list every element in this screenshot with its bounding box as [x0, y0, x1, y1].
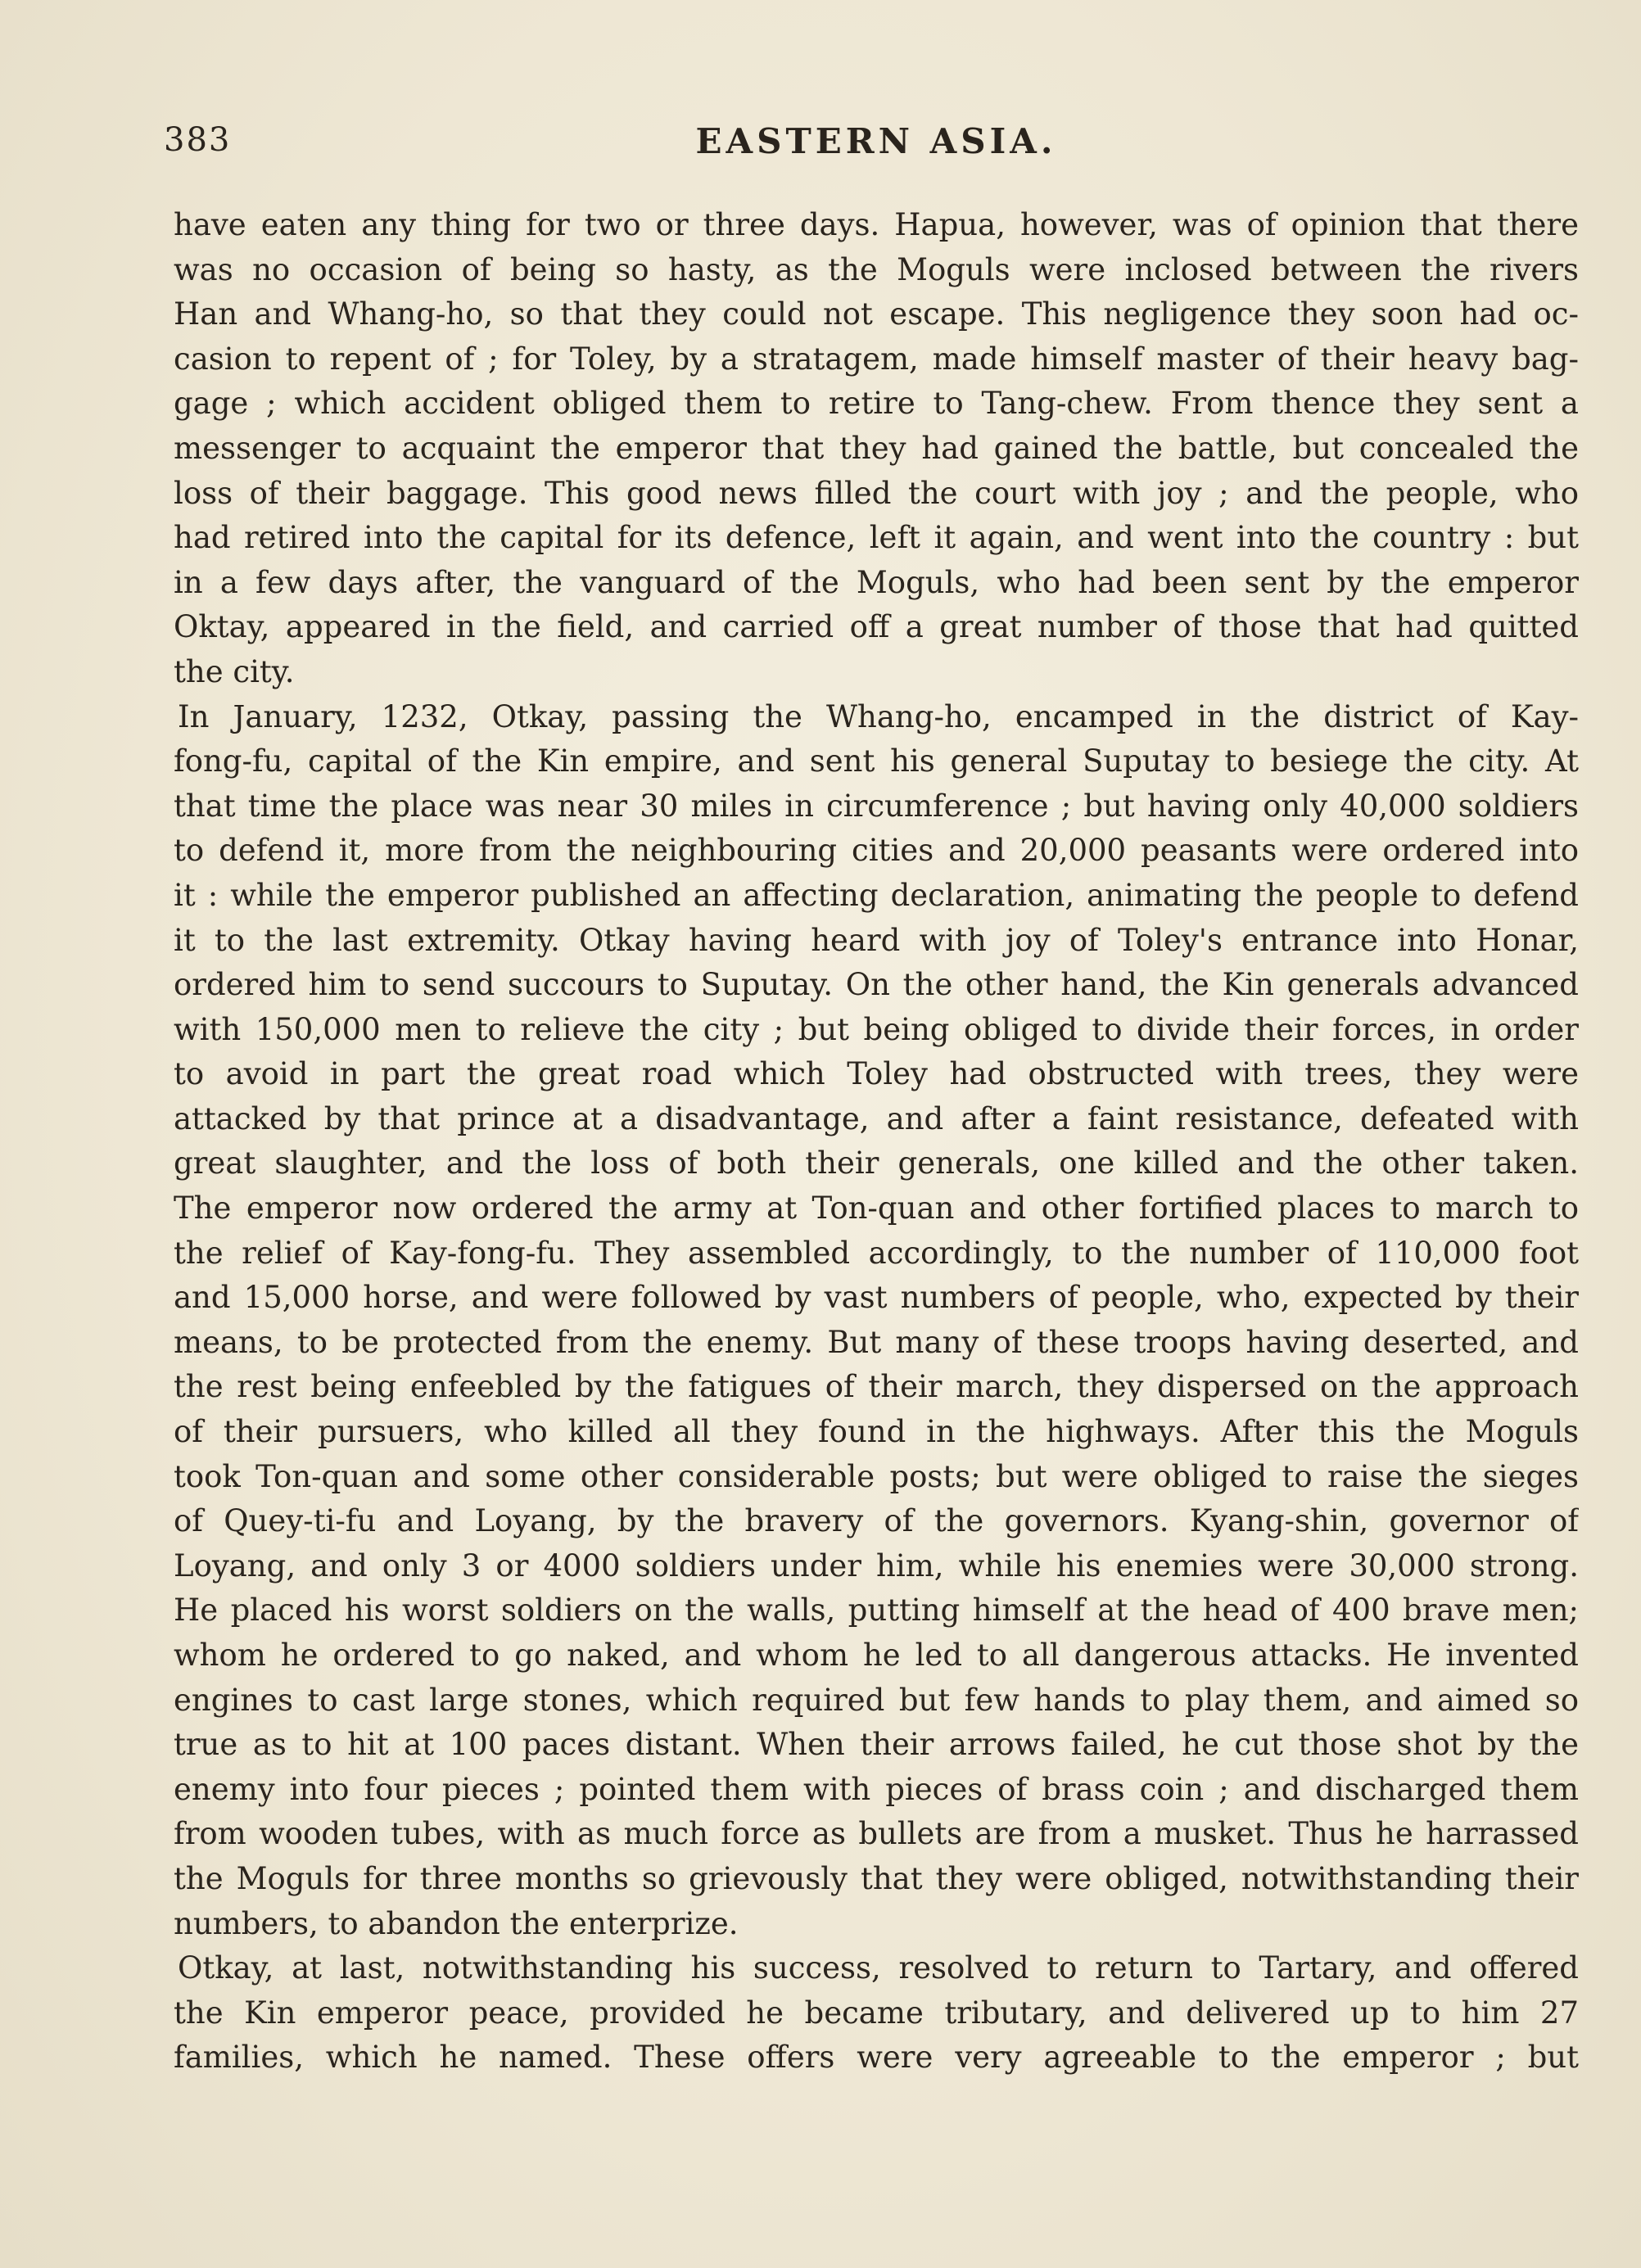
text-line: was no occasion of being so hasty, as the Moguls were inclosed between the rivers: [174, 251, 1579, 287]
text-line: In January, 1232, Otkay, passing the Whang-ho, encamped in the district of Kay-: [178, 698, 1579, 734]
text-line: Oktay, appeared in the field, and carried off a great number of those that had quitted: [174, 609, 1579, 645]
page-title: EASTERN ASIA.: [695, 121, 1057, 161]
text-line: messenger to acquaint the emperor that they had gained the battle, but concealed the: [174, 430, 1579, 466]
text-line: great slaughter, and the loss of both their generals, one killed and the other taken.: [174, 1145, 1579, 1181]
text-line: families, which he named. These offers were very agreeable to the emperor ; but: [174, 2040, 1579, 2076]
text-line: whom he ordered to go naked, and whom he led to all dangerous attacks. He invented: [174, 1638, 1579, 1673]
text-line: it : while the emperor published an affecting declaration, animating the people to defend: [174, 877, 1579, 913]
text-line: fong-fu, capital of the Kin empire, and sent his general Suputay to besiege the city. At: [174, 743, 1579, 779]
text-line: Otkay, at last, notwithstanding his success, resolved to return to Tartary, and offered: [178, 1950, 1579, 1986]
text-line: numbers, to abandon the enterprize.: [174, 1905, 739, 1941]
text-line: and 15,000 horse, and were followed by vast numbers of people, who, expected by their: [174, 1280, 1579, 1316]
paragraph: [174, 1946, 1579, 2081]
running-head: [164, 121, 1589, 170]
text-line: ordered him to send succours to Suputay. On the other hand, the Kin generals advanced: [174, 967, 1579, 1003]
text-line: loss of their baggage. This good news filled the court with joy ; and the people, who: [174, 475, 1579, 511]
text-line: Han and Whang-ho, so that they could not escape. This negligence they soon had oc-: [174, 296, 1579, 332]
text-line: Loyang, and only 3 or 4000 soldiers under him, while his enemies were 30,000 strong.: [174, 1547, 1579, 1584]
text-line: have eaten any thing for two or three days. Hapua, however, was of opinion that there: [174, 207, 1579, 242]
text-line: to defend it, more from the neighbouring cities and 20,000 peasants were ordered into: [174, 833, 1579, 869]
text-line: of their pursuers, who killed all they found in the highways. After this the Moguls: [174, 1414, 1579, 1450]
paragraph: [174, 695, 1579, 1947]
text-line: with 150,000 men to relieve the city ; but being obliged to divide their forces, in order: [174, 1011, 1579, 1047]
text-line: attacked by that prince at a disadvantage, and after a faint resistance, defeated with: [174, 1100, 1579, 1136]
paragraph: [174, 203, 1579, 695]
text-line: means, to be protected from the enemy. But many of these troops having deserted, and: [174, 1324, 1579, 1360]
text-line: the Kin emperor peace, provided he became tributary, and delivered up to him 27: [174, 1995, 1579, 2031]
text-line: casion to repent of ; for Toley, by a stratagem, made himself master of their heavy bag-: [174, 341, 1579, 377]
text-line: engines to cast large stones, which required but few hands to play them, and aimed so: [174, 1682, 1579, 1718]
text-line: gage ; which accident obliged them to retire to Tang-chew. From thence they sent a: [174, 386, 1579, 422]
page-number: 383: [164, 121, 232, 159]
text-line: the Moguls for three months so grievously that they were obliged, notwithstanding their: [174, 1860, 1579, 1896]
text-line: enemy into four pieces ; pointed them with pieces of brass coin ; and discharged them: [174, 1771, 1579, 1807]
text-line: that time the place was near 30 miles in circumference ; but having only 40,000 soldiers: [174, 788, 1579, 824]
body-text: [174, 203, 1579, 2081]
text-line: took Ton-quan and some other considerable posts; but were obliged to raise the sieges: [174, 1458, 1579, 1494]
text-line: had retired into the capital for its defence, left it again, and went into the country : but: [174, 520, 1579, 556]
text-line: to avoid in part the great road which Toley had obstructed with trees, they were: [174, 1056, 1579, 1092]
text-line: it to the last extremity. Otkay having heard with joy of Toley's entrance into Honar,: [174, 922, 1579, 958]
text-line: the relief of Kay-fong-fu. They assembled accordingly, to the number of 110,000 foot: [174, 1235, 1579, 1271]
text-line: the rest being enfeebled by the fatigues of their march, they dispersed on the approach: [174, 1369, 1579, 1405]
text-line: The emperor now ordered the army at Ton-quan and other fortified places to march to: [174, 1190, 1579, 1227]
text-line: true as to hit at 100 paces distant. When their arrows failed, he cut those shot by the: [174, 1727, 1579, 1763]
text-line: from wooden tubes, with as much force as bullets are from a musket. Thus he harrassed: [174, 1816, 1579, 1852]
text-line: of Quey-ti-fu and Loyang, by the bravery of the governors. Kyang-shin, governor of: [174, 1503, 1579, 1539]
text-line: in a few days after, the vanguard of the Moguls, who had been sent by the emperor: [174, 564, 1579, 600]
text-line: the city.: [174, 653, 295, 689]
text-line: He placed his worst soldiers on the walls, putting himself at the head of 400 brave men;: [174, 1593, 1579, 1629]
